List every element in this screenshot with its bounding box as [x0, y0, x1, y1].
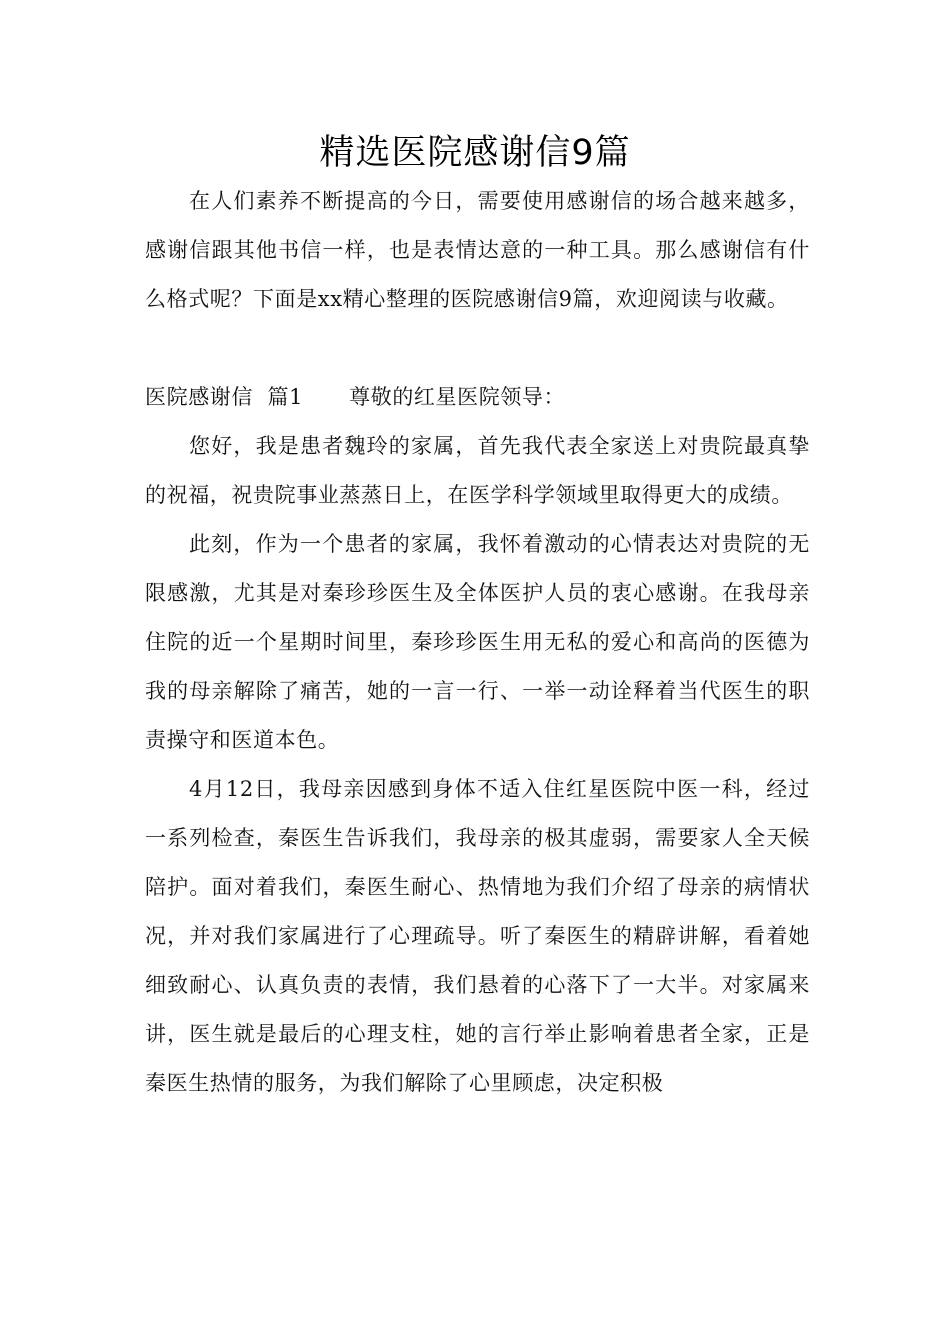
letter-paragraph-3: 4月12日，我母亲因感到身体不适入住红星医院中医一科，经过一系列检查，秦医生告诉我们，我母亲的极其虚弱，需要家人全天候陪护。面对着我们，秦医生耐心、热情地为我们介绍了母亲的病情状况，并对我们家属进行了心理疏导。听了秦医生的精辟讲解，看着她细致耐心、认真负责的表情，我们悬着的心落下了一大半。对家属来讲，医生就是最后的心理支柱，她的言行举止影响着患者全家，正是秦医生热情的服务，为我们解除了心里顾虑，决定积极 [145, 777, 810, 1095]
letter-paragraph-1: 您好，我是患者魏玲的家属，首先我代表全家送上对贵院最真挚的祝福，祝贵院事业蒸蒸日上，在医学科学领域里取得更大的成绩。 [145, 434, 810, 507]
document-body [145, 177, 810, 1108]
letter-paragraph-2: 此刻，作为一个患者的家属，我怀着激动的心情表达对贵院的无限感激，尤其是对秦珍珍医生及全体医护人员的衷心感谢。在我母亲住院的近一个星期时间里，秦珍珍医生用无私的爱心和高尚的医德为我的母亲解除了痛苦，她的一言一行、一举一动诠释着当代医生的职责操守和医道本色。 [145, 532, 810, 752]
document-title: 精选医院感谢信9篇 [319, 133, 631, 173]
blank-line [145, 324, 810, 373]
section-heading-line [145, 373, 810, 422]
section-heading: 医院感谢信 篇1 [145, 385, 304, 409]
salutation: 尊敬的红星医院领导： [349, 385, 566, 409]
intro-paragraph: 在人们素养不断提高的今日，需要使用感谢信的场合越来越多，感谢信跟其他书信一样，也是表情达意的一种工具。那么感谢信有什么格式呢？下面是xx精心整理的医院感谢信9篇，欢迎阅读与收藏。 [145, 189, 810, 311]
